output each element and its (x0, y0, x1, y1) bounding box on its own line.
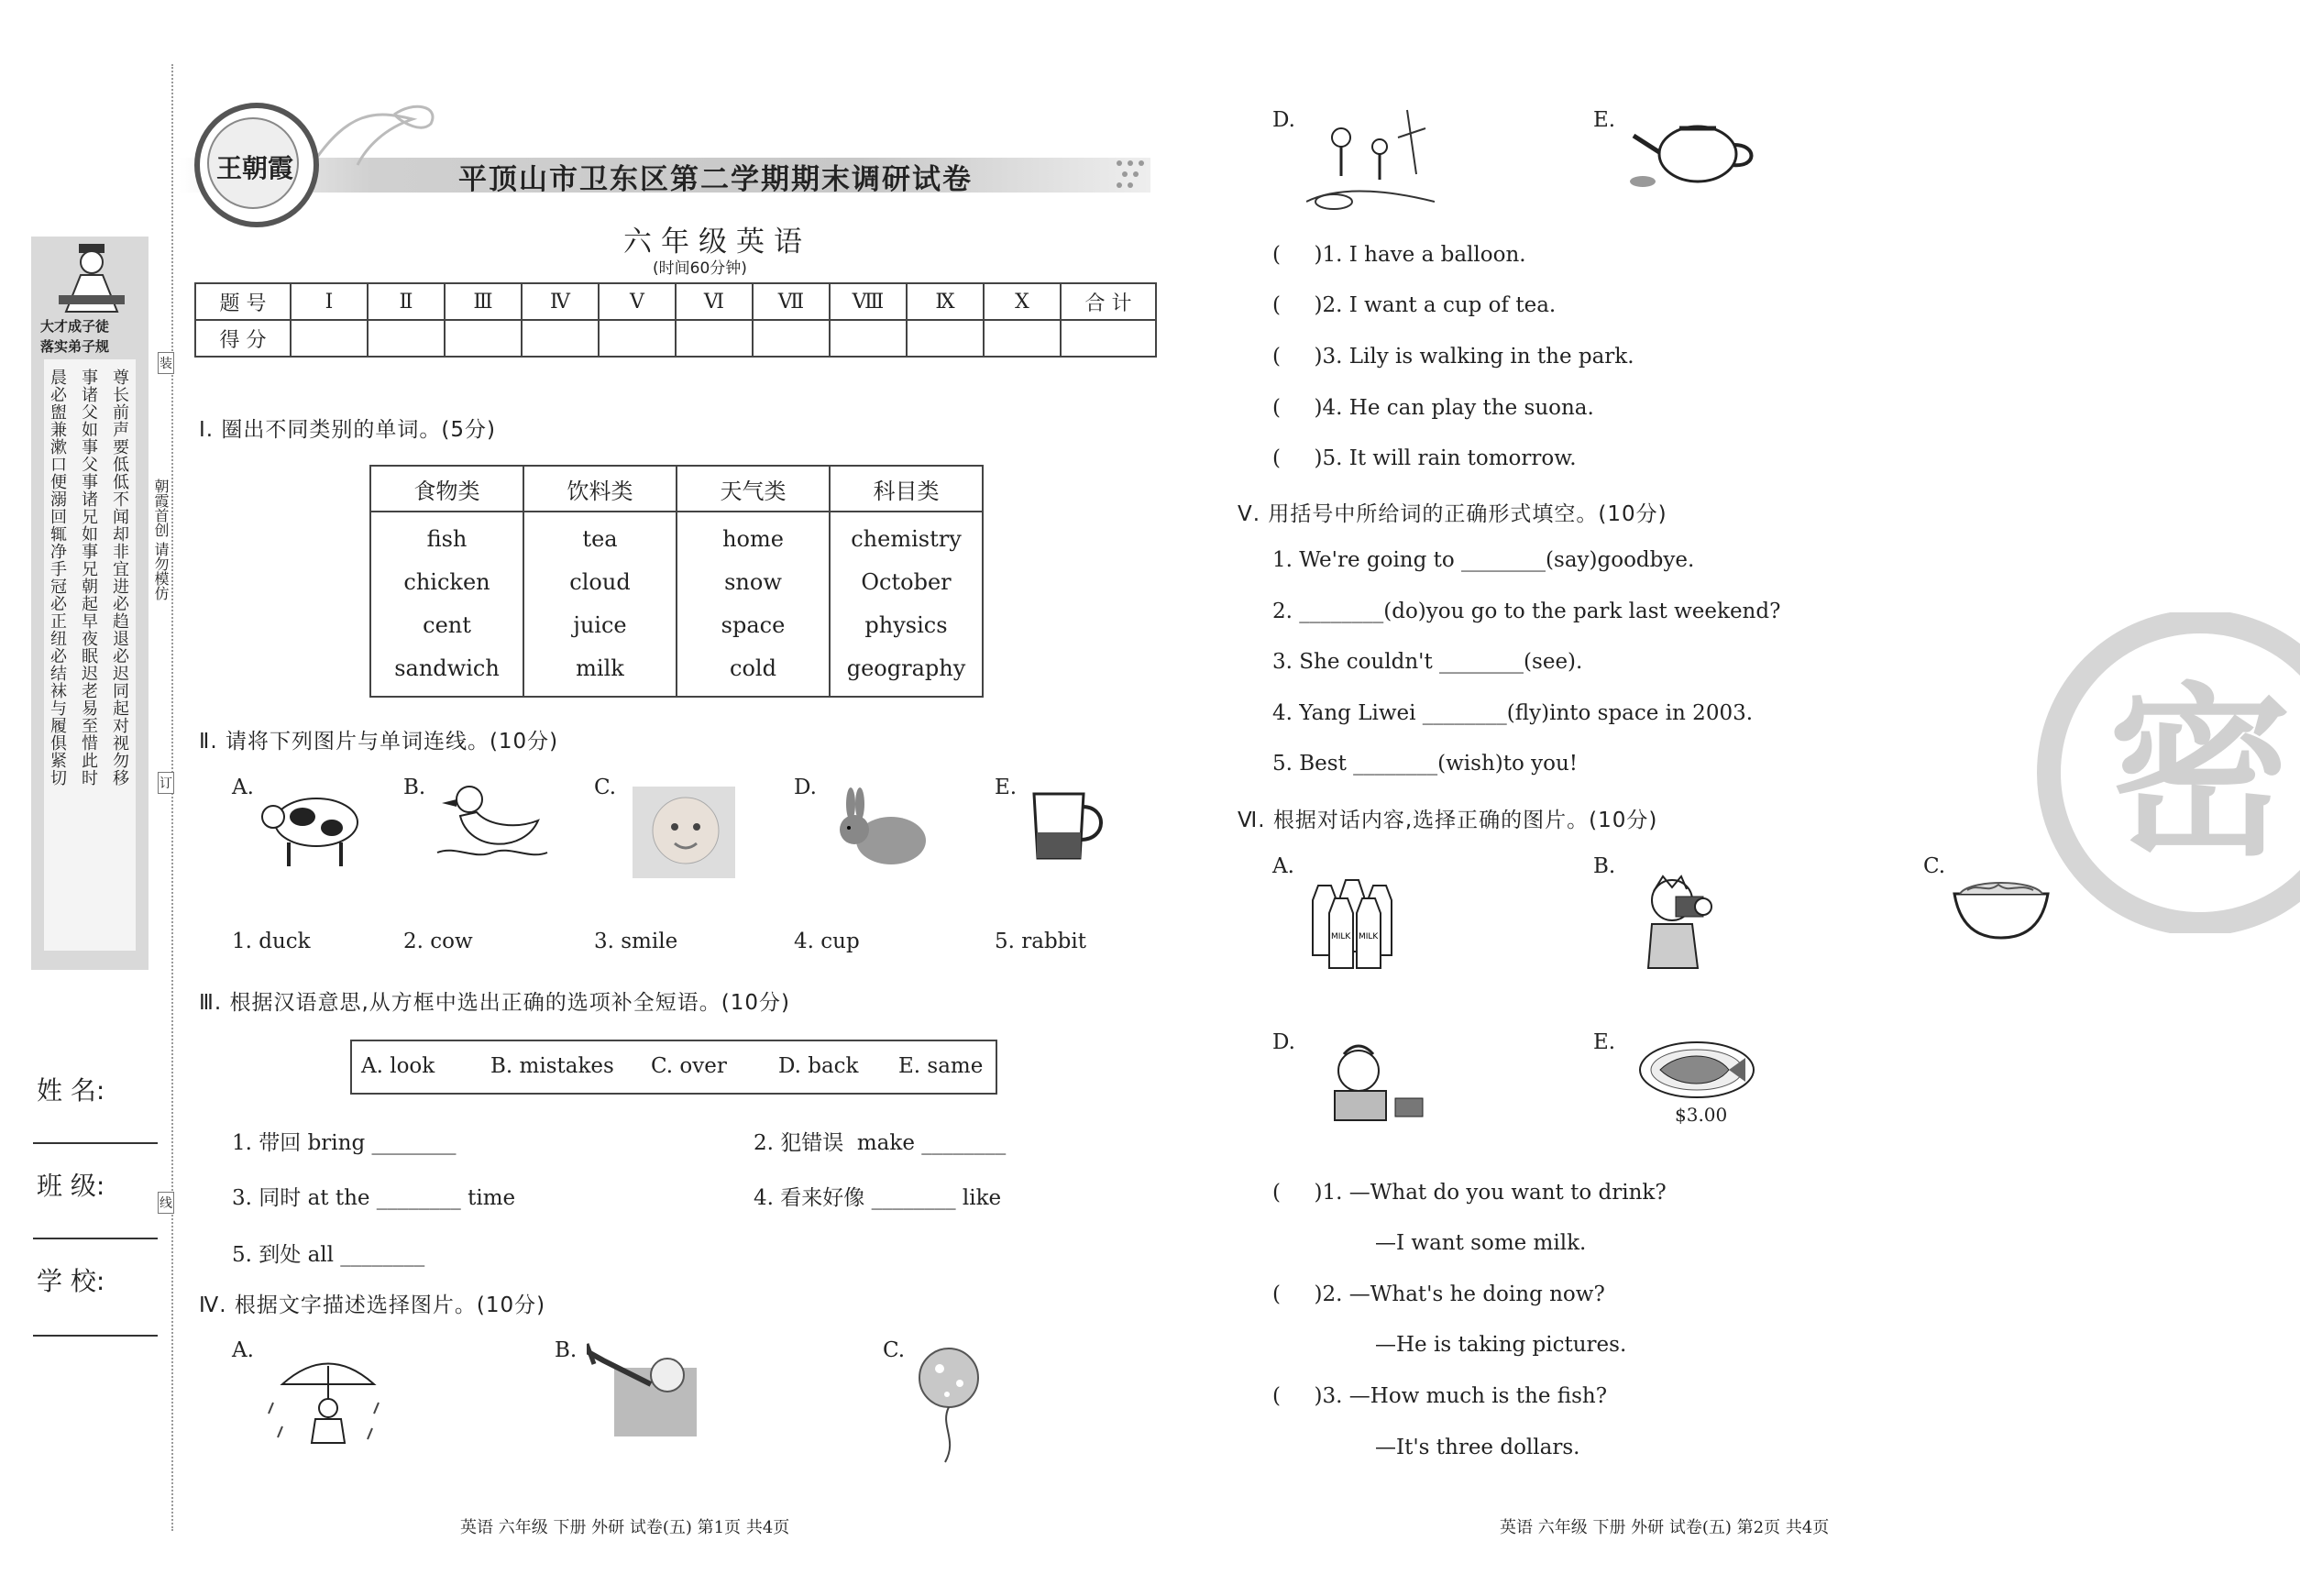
score-row-label: 得 分 (195, 320, 291, 357)
dialog-answer-2: —He is taking pictures. (1375, 1333, 1627, 1357)
slogan-line-2: 落实弟子规 (40, 338, 110, 355)
dialog-question-3[interactable]: ( )3. —How much is the fish? (1272, 1384, 1608, 1408)
fill-blank-item-3[interactable]: 3. She couldn't ________(see). (1272, 650, 1583, 674)
picture-label-c: C. (594, 776, 617, 799)
milk-label: MILK (1359, 932, 1379, 941)
category-word-row (370, 512, 983, 697)
fish-plate-picture-icon[interactable] (1637, 1038, 1756, 1102)
score-header-cell: Ⅸ (907, 283, 984, 320)
teapot-picture-icon[interactable] (1624, 108, 1762, 191)
picture-label-d: D. (794, 776, 817, 799)
class-field[interactable] (33, 1238, 158, 1239)
score-cell[interactable] (830, 320, 907, 357)
picture-label-e: E. (995, 776, 1018, 799)
section-4-title: Ⅳ. 根据文字描述选择图片。(10分) (199, 1293, 546, 1317)
suona-player-picture-icon[interactable] (587, 1340, 697, 1436)
footer-page-2: 英语 六年级 下册 外研 试卷(五) 第2页 共4页 (1500, 1518, 1830, 1537)
picture-label-c: C. (883, 1338, 906, 1362)
picture-label-d: D. (1272, 1030, 1295, 1054)
phrase-item-5[interactable]: 5. 到处 all ________ (232, 1243, 425, 1267)
score-header-cell: Ⅱ (368, 283, 445, 320)
option-b: B. mistakes (490, 1054, 614, 1078)
picture-label-e: E. (1593, 108, 1616, 132)
milk-bottles-picture-icon[interactable] (1304, 873, 1406, 974)
score-cell[interactable] (291, 320, 368, 357)
score-table (194, 282, 1157, 358)
word-item[interactable]: October (861, 569, 952, 595)
option-e: E. same (898, 1054, 984, 1078)
dialog-answer-3: —It's three dollars. (1375, 1436, 1580, 1459)
picture-label-c: C. (1923, 854, 1946, 878)
school-label: 学 校: (37, 1266, 105, 1296)
phrase-item-2[interactable]: 2. 犯错误 make ________ (754, 1131, 1007, 1155)
picture-label-b: B. (555, 1338, 578, 1362)
phrase-item-1[interactable]: 1. 带回 bring ________ (232, 1131, 457, 1155)
score-cell[interactable] (445, 320, 522, 357)
word-item[interactable]: space (721, 612, 786, 638)
score-header-cell: Ⅹ (984, 283, 1061, 320)
word-item[interactable]: home (722, 526, 784, 552)
dialog-answer-1: —I want some milk. (1375, 1231, 1587, 1255)
score-cell[interactable] (599, 320, 676, 357)
score-cell[interactable] (753, 320, 830, 357)
rabbit-picture-icon[interactable] (827, 784, 935, 875)
word-item[interactable]: chicken (403, 569, 490, 595)
brand-logo-text: 王朝霞 (216, 155, 294, 183)
phrase-item-3[interactable]: 3. 同时 at the ________ time (232, 1186, 516, 1210)
fish-price-tag: $3.00 (1675, 1104, 1728, 1126)
fill-blank-item-4[interactable]: 4. Yang Liwei ________(fly)into space in 2003. (1272, 701, 1754, 725)
picture-label-e: E. (1593, 1030, 1616, 1054)
category-column-drinks (523, 512, 677, 697)
reading-boy-picture-icon[interactable] (1316, 1043, 1436, 1128)
word-smile[interactable]: 3. smile (594, 930, 678, 953)
fill-blank-item-5[interactable]: 5. Best ________(wish)to you! (1272, 752, 1579, 776)
fill-blank-item-2[interactable]: 2. ________(do)you go to the park last weekend? (1272, 600, 1781, 623)
fill-blank-item-1[interactable]: 1. We're going to ________(say)goodbye. (1272, 548, 1695, 572)
word-rabbit[interactable]: 5. rabbit (995, 930, 1087, 953)
score-cell[interactable] (368, 320, 445, 357)
score-cell[interactable] (1061, 320, 1156, 357)
subject-title: 六年级英语 (623, 226, 811, 259)
slogan-line-1: 大才成子徒 (40, 318, 110, 335)
word-item[interactable]: fish (426, 526, 468, 552)
motto-box (44, 359, 136, 951)
score-value-row (195, 320, 1156, 357)
word-item[interactable]: snow (724, 569, 782, 595)
dialog-question-1[interactable]: ( )1. —What do you want to drink? (1272, 1181, 1667, 1205)
name-label: 姓 名: (37, 1075, 105, 1106)
word-item[interactable]: juice (573, 612, 627, 638)
exam-title: 平顶山市卫东区第二学期期末调研试卷 (458, 163, 973, 196)
section-2-title: Ⅱ. 请将下列图片与单词连线。(10分) (199, 730, 559, 754)
category-table (369, 465, 984, 698)
score-header-cell: Ⅲ (445, 283, 522, 320)
park-walk-picture-icon[interactable] (1306, 101, 1435, 218)
word-item[interactable]: tea (582, 526, 618, 552)
picture-label-b: B. (1593, 854, 1616, 878)
section-5-title: Ⅴ. 用括号中所给词的正确形式填空。(10分) (1238, 502, 1667, 526)
picture-label-d: D. (1272, 108, 1295, 132)
section-6-title: Ⅵ. 根据对话内容,选择正确的图片。(10分) (1238, 809, 1658, 832)
score-header-cell: Ⅳ (522, 283, 599, 320)
milk-label: MILK (1331, 932, 1351, 941)
banner-pattern-icon (1114, 158, 1152, 193)
picture-description-4[interactable]: ( )4. He can play the suona. (1272, 396, 1594, 420)
score-header-cell: Ⅵ (676, 283, 753, 320)
phrase-item-4[interactable]: 4. 看来好像 ________ like (754, 1186, 1002, 1210)
score-header-cell: 合 计 (1061, 283, 1156, 320)
word-cup[interactable]: 4. cup (794, 930, 860, 953)
word-item[interactable]: physics (864, 612, 948, 638)
category-header: 天气类 (677, 466, 830, 512)
section-1-title: Ⅰ. 圈出不同类别的单词。(5分) (199, 418, 496, 442)
cut-mark-1: 装 (158, 352, 174, 374)
word-item[interactable]: milk (576, 655, 624, 681)
baby-picture-icon[interactable] (633, 787, 735, 878)
picture-description-1[interactable]: ( )1. I have a balloon. (1272, 243, 1526, 267)
category-header: 科目类 (830, 466, 983, 512)
word-item[interactable]: cloud (569, 569, 631, 595)
ribbon-decoration-icon (303, 101, 449, 174)
option-a: A. look (361, 1054, 435, 1078)
score-header-cell: 题 号 (195, 283, 291, 320)
footer-page-1: 英语 六年级 下册 外研 试卷(五) 第1页 共4页 (460, 1518, 790, 1537)
motto-column-1: 晨必盥兼漱口便溺回辄净手冠必正纽必结袜与履俱紧切 (48, 369, 67, 787)
class-label: 班 级: (37, 1171, 105, 1201)
cup-picture-icon[interactable] (1025, 785, 1115, 867)
word-item[interactable]: chemistry (851, 526, 962, 552)
picture-label-a: A. (232, 776, 254, 799)
score-header-cell: Ⅷ (830, 283, 907, 320)
balloon-picture-icon[interactable] (912, 1343, 985, 1471)
option-c: C. over (651, 1054, 727, 1078)
name-field[interactable] (33, 1142, 158, 1144)
word-item[interactable]: cent (423, 612, 471, 638)
score-header-cell: Ⅰ (291, 283, 368, 320)
score-header-row (195, 283, 1156, 320)
score-cell[interactable] (676, 320, 753, 357)
rain-picture-icon[interactable] (264, 1348, 392, 1453)
scholar-figure-icon (46, 240, 138, 315)
word-cow[interactable]: 2. cow (403, 930, 473, 953)
score-cell[interactable] (984, 320, 1061, 357)
picture-label-a: A. (1272, 854, 1294, 878)
duck-picture-icon[interactable] (433, 779, 552, 866)
stamp-character: 密 (2107, 667, 2293, 881)
score-header-cell: Ⅴ (599, 283, 676, 320)
category-header: 饮料类 (523, 466, 677, 512)
margin-note: 朝霞首创 请勿模仿 (152, 479, 170, 601)
section-3-title: Ⅲ. 根据汉语意思,从方框中选出正确的选项补全短语。(10分) (199, 991, 791, 1015)
category-header-row (370, 466, 983, 512)
category-column-weather (677, 512, 830, 697)
binding-line (171, 64, 173, 1531)
picture-description-3[interactable]: ( )3. Lily is walking in the park. (1272, 345, 1634, 369)
motto-column-2: 事诸父如事父事诸兄如事兄朝起早夜眠迟老易至惜此时 (79, 369, 98, 787)
category-column-subjects (830, 512, 983, 697)
boy-camera-picture-icon[interactable] (1635, 873, 1727, 974)
word-item[interactable]: cold (730, 655, 776, 681)
score-cell[interactable] (907, 320, 984, 357)
picture-label-a: A. (232, 1338, 254, 1362)
dialog-question-2[interactable]: ( )2. —What's he doing now? (1272, 1282, 1605, 1306)
cut-mark-2: 订 (158, 772, 174, 794)
category-column-food (370, 512, 523, 697)
picture-description-2[interactable]: ( )2. I want a cup of tea. (1272, 293, 1557, 317)
secret-stamp-icon (2026, 612, 2300, 933)
cut-mark-3: 线 (158, 1192, 174, 1214)
motto-column-3: 尊长前声要低低不闻却非宜进必趋退必迟同起对视勿移 (110, 369, 129, 787)
picture-description-5[interactable]: ( )5. It will rain tomorrow. (1272, 446, 1577, 470)
word-item[interactable]: sandwich (394, 655, 500, 681)
word-duck[interactable]: 1. duck (232, 930, 311, 953)
category-header: 食物类 (370, 466, 523, 512)
score-header-cell: Ⅶ (753, 283, 830, 320)
picture-label-b: B. (403, 776, 426, 799)
word-item[interactable]: geography (846, 655, 966, 681)
time-note: (时间60分钟) (653, 259, 747, 278)
score-cell[interactable] (522, 320, 599, 357)
school-field[interactable] (33, 1335, 158, 1337)
cow-picture-icon[interactable] (257, 784, 367, 871)
option-d: D. back (778, 1054, 859, 1078)
